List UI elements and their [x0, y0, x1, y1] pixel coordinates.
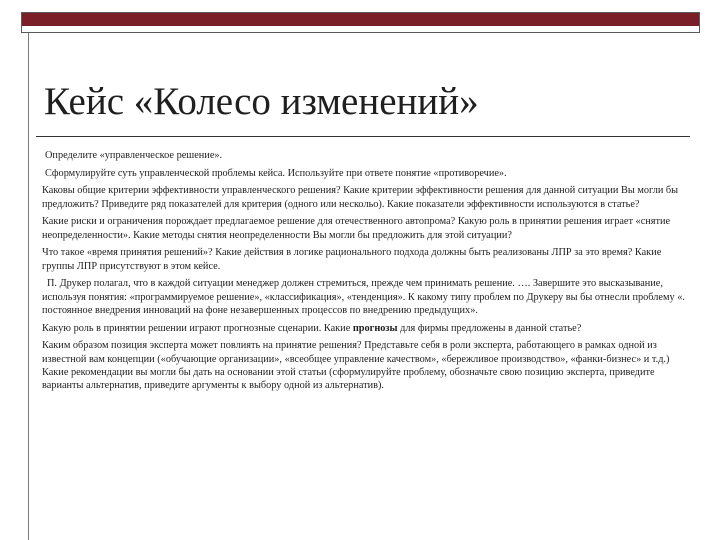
- top-accent-bar: [21, 12, 700, 33]
- question-paragraph: Какие риски и ограничения порождает предлагаемое решение для отечественного автопрома? Какую роль в принятии решения играет «снятие неопределенности». Какие методы снятия неопределенности Вы могли бы предложить для этой ситуации?: [42, 216, 671, 241]
- question-paragraph: П. Друкер полагал, что в каждой ситуации менеджер должен стремиться, прежде чем принимать решение. …. Завершите это высказывание, используя понятия: «программируемое решение», «классификация», «тенденция». К какому типу проблем по Друкеру вы бы отнесли проблему «. постоянное внедрения инноваций на фоне незавершенных процессов по внедрению предыдущих».: [42, 278, 685, 316]
- question-paragraph: Определите «управленческое решение».: [45, 150, 223, 161]
- top-accent-bar-fill: [22, 13, 699, 26]
- paragraph-text: Какую роль в принятии решении играют прогнозные сценарии. Какие: [42, 322, 353, 334]
- slide-body: [42, 149, 690, 397]
- question-paragraph: Каковы общие критерии эффективности управленческого решения? Какие критерии эффективности решения для данной ситуации Вы могли бы предложить? Приведите ряд показателей для критерия (одного или нескольо). Какие показатели эффективности используются в статье?: [42, 185, 679, 210]
- bold-term-prognozy: прогнозы: [352, 322, 398, 334]
- question-paragraph: Что такое «время принятия решений»? Какие действия в логике рационального подхода должны быть реализованы ЛПР за это время? Какие группы ЛПР присутствуют в этом кейсе.: [42, 247, 662, 272]
- question-paragraph: Сформулируйте суть управленческой проблемы кейса. Используйте при ответе понятие «противоречие».: [45, 167, 507, 179]
- title-underline: [36, 136, 690, 137]
- question-paragraph: [42, 322, 690, 335]
- slide-title: Кейс «Колесо изменений»: [44, 80, 479, 123]
- question-paragraph: Каким образом позиция эксперта может повлиять на принятие решения? Представьте себя в роли эксперта, работающего в рамках одной из известной вам концепции («обучающие организации», «всеобщее управление качеством», «бережливое производство», «фанки-бизнес» и т.д.) Какие рекомендации вы могли бы дать на основании этой статьи (сформулируйте проблему, обозначьте свою позицию эксперта, приведите варианты альтернатив, приведите аргументы к выбору одной из альтернатив).: [42, 340, 670, 392]
- paragraph-text: для фирмы предложены в данной статье?: [397, 322, 582, 334]
- left-vertical-rule: [28, 33, 29, 540]
